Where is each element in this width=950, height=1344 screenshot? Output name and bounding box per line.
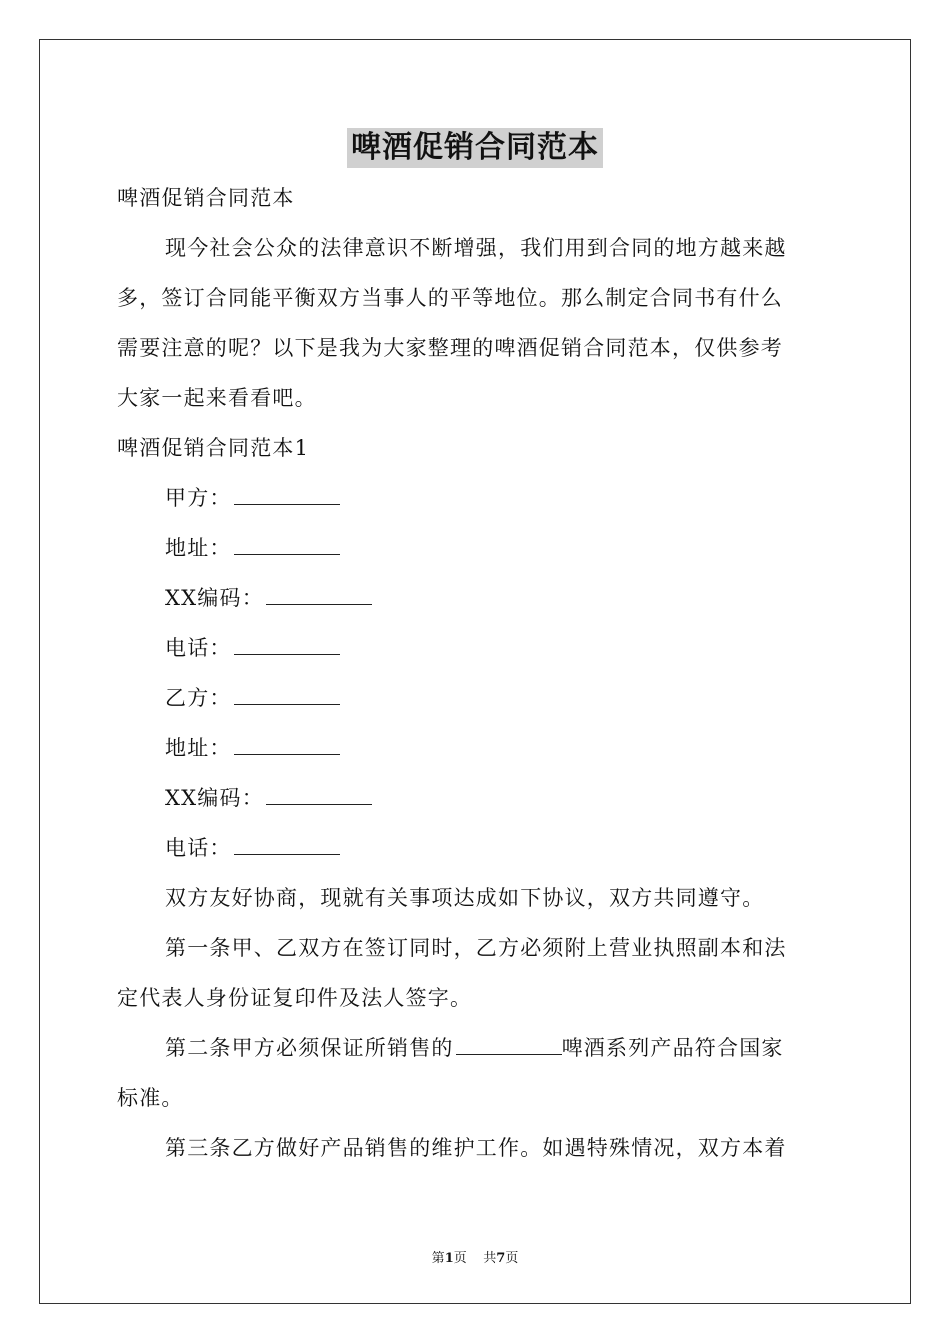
clause-text: 啤酒系列产品符合国家 xyxy=(561,1036,784,1060)
paragraph-line: 双方友好协商，现就有关事项达成如下协议，双方共同遵守。 xyxy=(165,886,765,910)
field-address-a xyxy=(165,533,340,563)
paragraph-line: 现今社会公众的法律意识不断增强，我们用到合同的地方越来越 xyxy=(165,236,787,260)
field-phone-a xyxy=(165,633,340,663)
document-title xyxy=(0,128,950,168)
field-label: 甲方： xyxy=(165,486,232,510)
field-label: 乙方： xyxy=(165,686,232,710)
fill-blank xyxy=(234,736,340,755)
field-label: XX编码： xyxy=(165,586,264,610)
paragraph-line: 多，签订合同能平衡双方当事人的平等地位。那么制定合同书有什么 xyxy=(117,286,783,310)
title-text: 啤酒促销合同范本 xyxy=(347,128,603,168)
subtitle: 啤酒促销合同范本 xyxy=(117,186,295,210)
paragraph-line: 定代表人身份证复印件及法人签字。 xyxy=(117,986,473,1010)
field-label: 电话： xyxy=(165,836,232,860)
paragraph-line: 第一条甲、乙双方在签订同时，乙方必须附上营业执照副本和法 xyxy=(165,936,787,960)
paragraph-line: 标准。 xyxy=(117,1086,184,1110)
clause-text: 第二条甲方必须保证所销售的 xyxy=(165,1036,454,1060)
page-total: 7 xyxy=(496,1251,506,1266)
field-code-a xyxy=(165,583,372,613)
field-label: XX编码： xyxy=(165,786,264,810)
paragraph-line: 大家一起来看看吧。 xyxy=(117,386,317,410)
fill-blank xyxy=(234,686,340,705)
field-party-b xyxy=(165,683,340,713)
fill-blank xyxy=(456,1036,562,1055)
field-code-b xyxy=(165,783,372,813)
page-footer xyxy=(0,1247,950,1266)
fill-blank xyxy=(234,636,340,655)
footer-text: 页 共 xyxy=(453,1251,497,1266)
fill-blank xyxy=(234,836,340,855)
fill-blank xyxy=(234,486,340,505)
fill-blank xyxy=(266,586,372,605)
paragraph-line: 需要注意的呢？以下是我为大家整理的啤酒促销合同范本，仅供参考 xyxy=(117,336,783,360)
field-label: 地址： xyxy=(165,736,232,760)
field-party-a xyxy=(165,483,340,513)
field-label: 地址： xyxy=(165,536,232,560)
footer-text: 页 xyxy=(505,1251,519,1266)
footer-text: 第 xyxy=(431,1251,445,1266)
field-address-b xyxy=(165,733,340,763)
paragraph-line xyxy=(165,1033,784,1063)
page-number: 1 xyxy=(444,1251,454,1266)
section-heading: 啤酒促销合同范本1 xyxy=(117,436,310,460)
paragraph-line: 第三条乙方做好产品销售的维护工作。如遇特殊情况，双方本着 xyxy=(165,1136,787,1160)
field-label: 电话： xyxy=(165,636,232,660)
fill-blank xyxy=(266,786,372,805)
fill-blank xyxy=(234,536,340,555)
page-border xyxy=(39,39,911,1304)
field-phone-b xyxy=(165,833,340,863)
